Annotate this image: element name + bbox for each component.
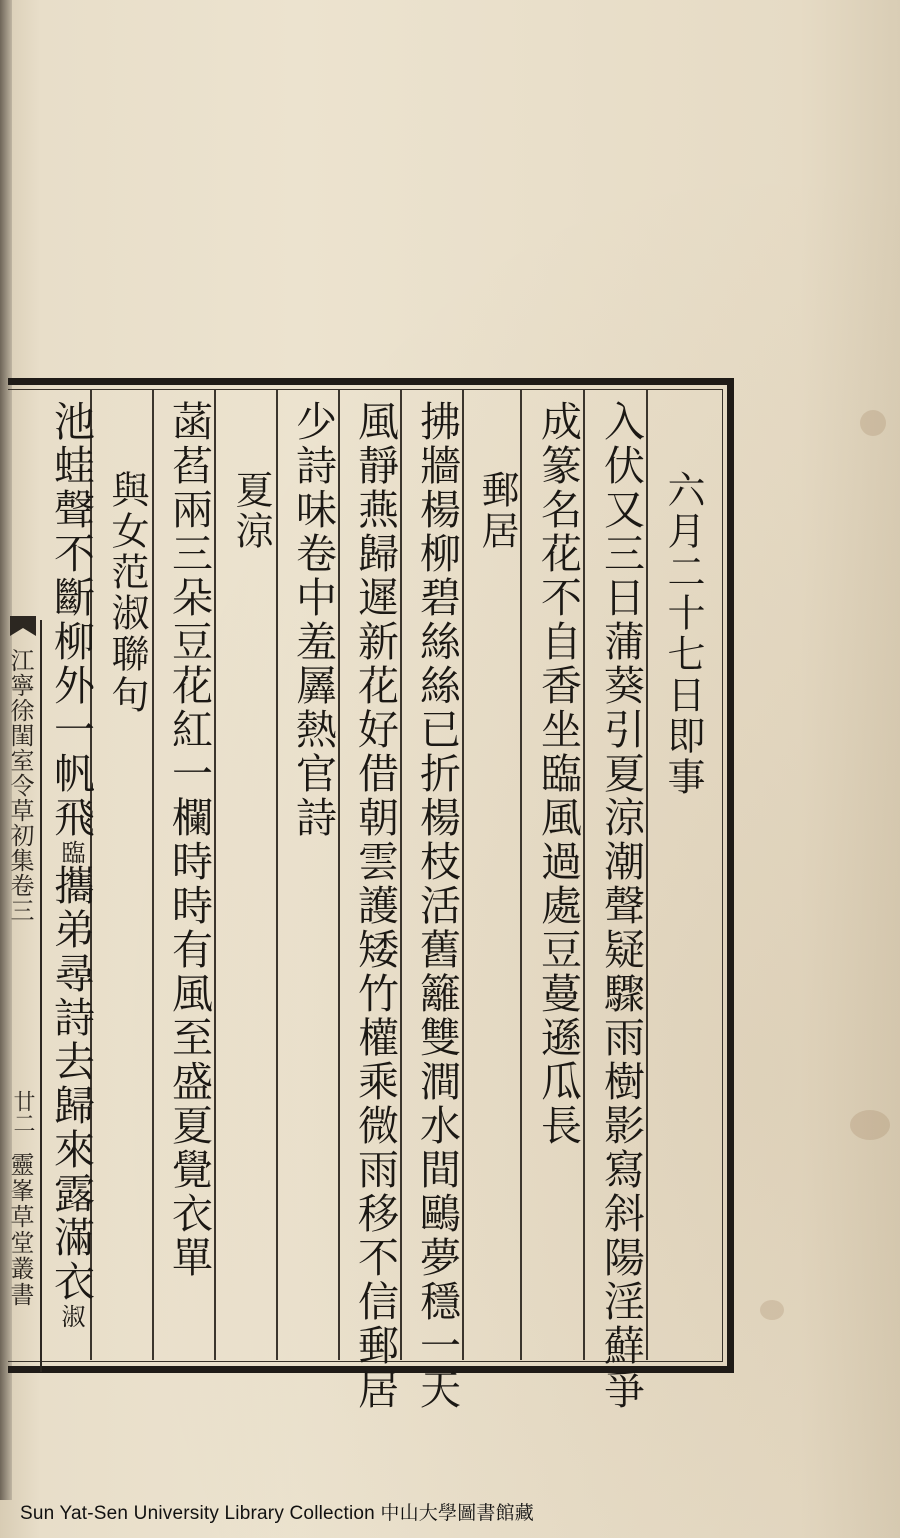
poem-title-column: 與女范淑聯句 [105, 470, 149, 716]
foxing-stain [760, 1300, 784, 1320]
poem-title-column: 六月二十七日即事 [661, 470, 705, 798]
verse-column-linked [44, 400, 98, 1328]
verse-line-part2: 攜弟尋詩去歸來露滿衣 [47, 864, 95, 1304]
verse-column: 入伏又三日蒲葵引夏涼潮聲疑驟雨樹影寫斜陽淫蘚爭 [597, 400, 645, 1412]
folio-number: 廿二 [10, 1090, 35, 1134]
verse-column: 少詩味卷中羞羼熱官詩 [289, 400, 337, 840]
book-title-margin: 江寧徐閨室令草初集卷三 [6, 648, 34, 923]
poem-title-column: 夏涼 [229, 470, 273, 552]
verse-column: 成篆名花不自香坐臨風過處豆蔓遜瓜長 [534, 400, 582, 1148]
speaker-annotation: 臨 [57, 840, 85, 864]
foxing-stain [850, 1110, 890, 1140]
press-name: 靈峯草堂叢書 [6, 1152, 34, 1308]
verse-column: 風靜燕歸遲新花好借朝雲護矮竹權乘微雨移不信郵居 [351, 400, 399, 1412]
verse-column: 拂牆楊柳碧絲絲已折楊枝活舊籬雙澗水間鷗夢穩一天 [413, 400, 461, 1412]
library-credit: Sun Yat-Sen University Library Collection 中山大學圖書館藏 [20, 1503, 535, 1524]
foxing-stain [860, 410, 886, 436]
speaker-annotation: 淑 [57, 1304, 85, 1328]
verse-line-part1: 池蛙聲不斷柳外一帆飛 [47, 400, 95, 840]
verse-column: 菡萏兩三朵豆花紅一欄時時有風至盛夏覺衣單 [165, 400, 213, 1280]
poem-title-column: 郵居 [475, 470, 519, 552]
